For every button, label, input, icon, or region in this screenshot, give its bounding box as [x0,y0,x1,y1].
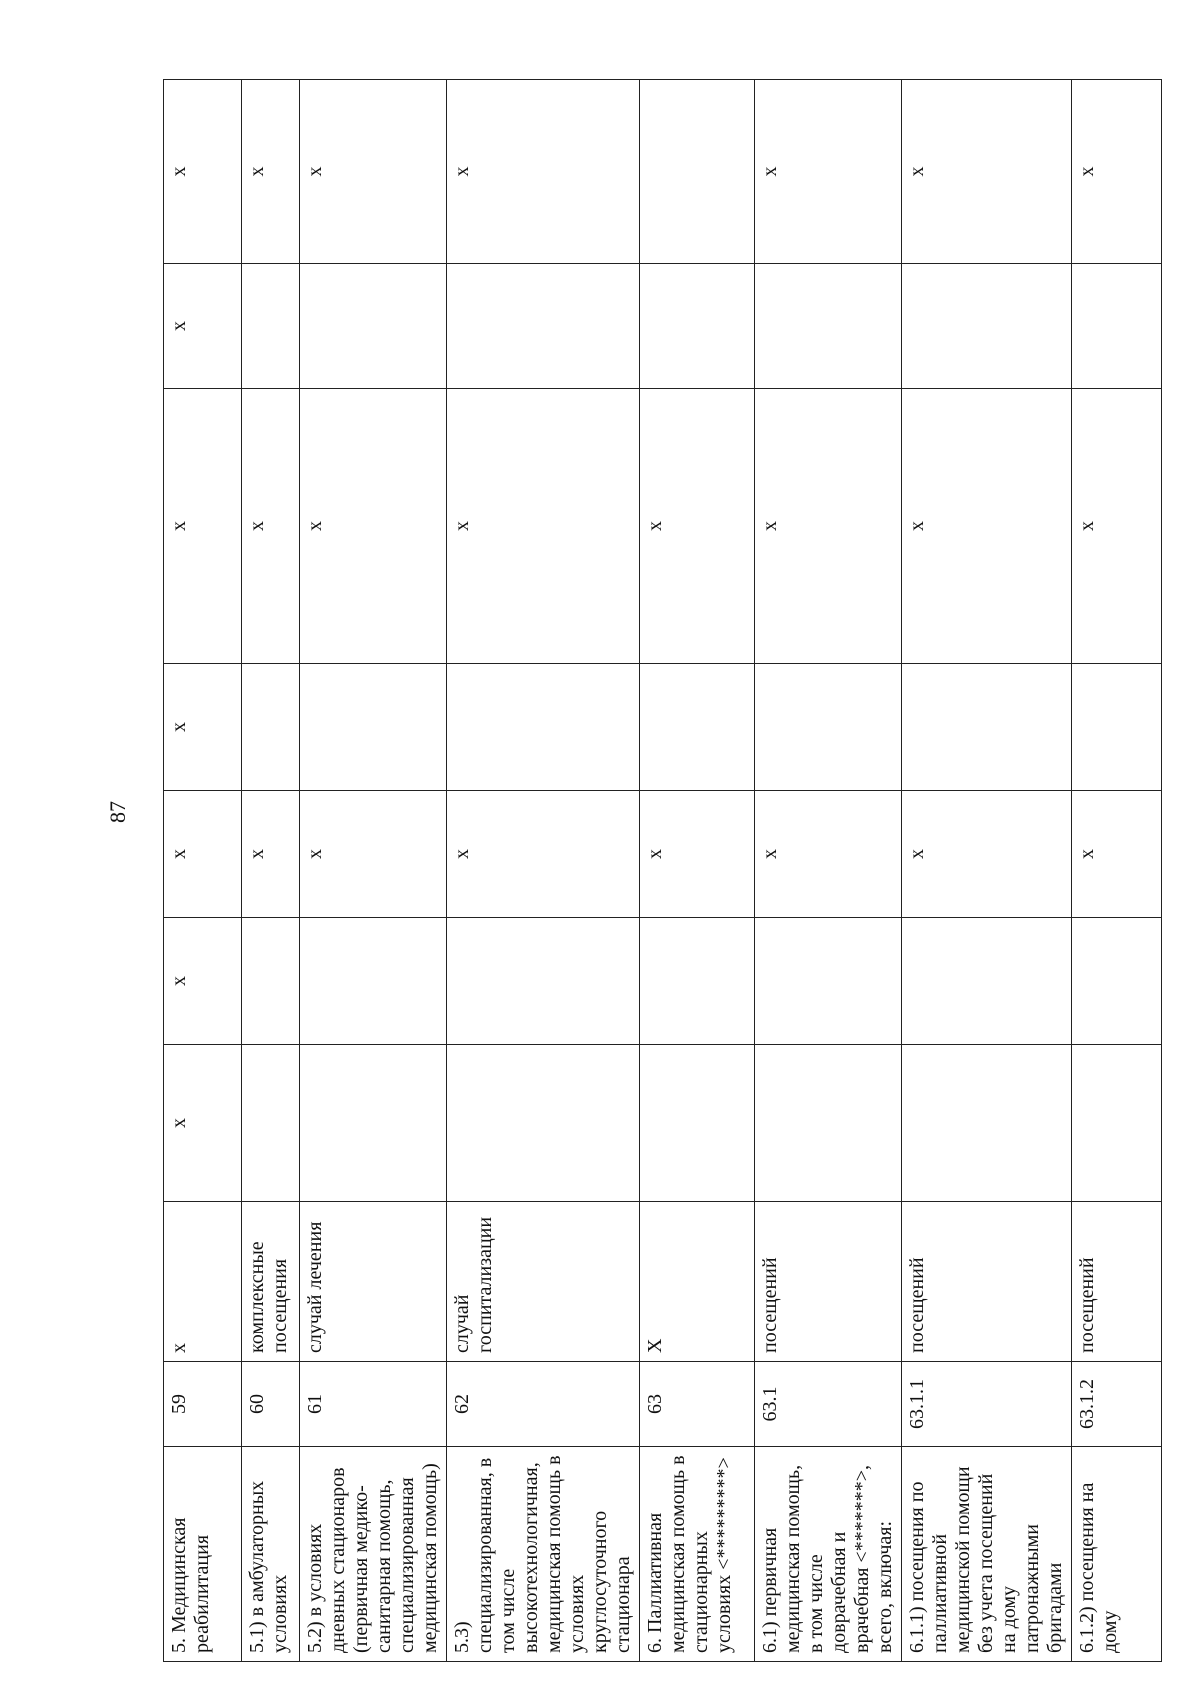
table-row [164,80,242,1662]
value-cell [242,664,300,791]
unit-cell: Х [640,1202,755,1362]
rotated-table-wrapper [163,80,1121,1662]
unit-cell: посещений [755,1202,902,1362]
value-cell: х [164,664,242,791]
value-cell [447,1045,640,1202]
row-number: 63 [640,1362,755,1447]
unit-cell: посещений [902,1202,1072,1362]
value-cell: х [902,791,1072,918]
value-cell: х [164,389,242,664]
value-cell: х [300,389,447,664]
value-cell [1072,264,1162,389]
unit-cell: х [164,1202,242,1362]
value-cell: х [640,389,755,664]
row-number: 63.1.1 [902,1362,1072,1447]
value-cell [447,264,640,389]
row-label: 5.3) специализированная, в том числе высокотехнологичная, медицинская помощь в условиях круглосуточного стационара [447,1447,640,1662]
value-cell [902,664,1072,791]
value-cell [640,664,755,791]
value-cell [755,1045,902,1202]
row-number: 62 [447,1362,640,1447]
table-row [902,80,1072,1662]
value-cell [640,264,755,389]
row-number: 63.1.2 [1072,1362,1162,1447]
unit-cell: посещений [1072,1202,1162,1362]
value-cell: х [1072,80,1162,264]
row-label: 6.1.2) посещения на дому [1072,1447,1162,1662]
value-cell [300,264,447,389]
value-cell: х [300,791,447,918]
value-cell [242,918,300,1045]
table-row [755,80,902,1662]
value-cell: х [902,80,1072,264]
row-label: 6. Паллиативная медицинская помощь в стационарных условиях <*********> [640,1447,755,1662]
value-cell [640,80,755,264]
table-row [1072,80,1162,1662]
value-cell [242,1045,300,1202]
row-label: 5. Медицинская реабилитация [164,1447,242,1662]
value-cell: х [755,80,902,264]
value-cell: х [640,791,755,918]
value-cell [300,1045,447,1202]
value-cell [902,1045,1072,1202]
value-cell [755,664,902,791]
value-cell [1072,1045,1162,1202]
value-cell: х [164,918,242,1045]
value-cell: х [902,389,1072,664]
value-cell: х [164,791,242,918]
unit-cell: случай госпитализации [447,1202,640,1362]
value-cell: х [755,389,902,664]
value-cell [300,664,447,791]
value-cell: х [164,80,242,264]
row-label: 6.1.1) посещения по паллиативной медицинской помощи без учета посещений на дому патронажными бригадами [902,1447,1072,1662]
value-cell: х [1072,791,1162,918]
value-cell: х [164,264,242,389]
row-label: 5.2) в условиях дневных стационаров (первичная медико-санитарная помощь, специализированная медицинская помощь) [300,1447,447,1662]
value-cell: х [755,791,902,918]
table-row [300,80,447,1662]
row-number: 61 [300,1362,447,1447]
value-cell: х [164,1045,242,1202]
value-cell: х [447,791,640,918]
page-number: 87 [105,801,130,823]
value-cell [300,918,447,1045]
value-cell [640,918,755,1045]
value-cell [447,664,640,791]
data-table [163,79,1162,1662]
value-cell [902,918,1072,1045]
row-label: 6.1) первичная медицинская помощь, в том числе доврачебная и врачебная <*******>, всего, включая: [755,1447,902,1662]
row-number: 59 [164,1362,242,1447]
table-row [447,80,640,1662]
table-row [242,80,300,1662]
value-cell [755,918,902,1045]
value-cell: х [242,80,300,264]
value-cell: х [1072,389,1162,664]
value-cell [902,264,1072,389]
value-cell: х [242,791,300,918]
value-cell [640,1045,755,1202]
row-label: 5.1) в амбулаторных условиях [242,1447,300,1662]
row-number: 63.1 [755,1362,902,1447]
table-row [640,80,755,1662]
value-cell: х [242,389,300,664]
value-cell: х [300,80,447,264]
unit-cell: случай лечения [300,1202,447,1362]
value-cell [1072,918,1162,1045]
value-cell [447,918,640,1045]
value-cell [242,264,300,389]
value-cell: х [447,80,640,264]
value-cell [755,264,902,389]
unit-cell: комплексные посещения [242,1202,300,1362]
value-cell [1072,664,1162,791]
row-number: 60 [242,1362,300,1447]
value-cell: х [447,389,640,664]
